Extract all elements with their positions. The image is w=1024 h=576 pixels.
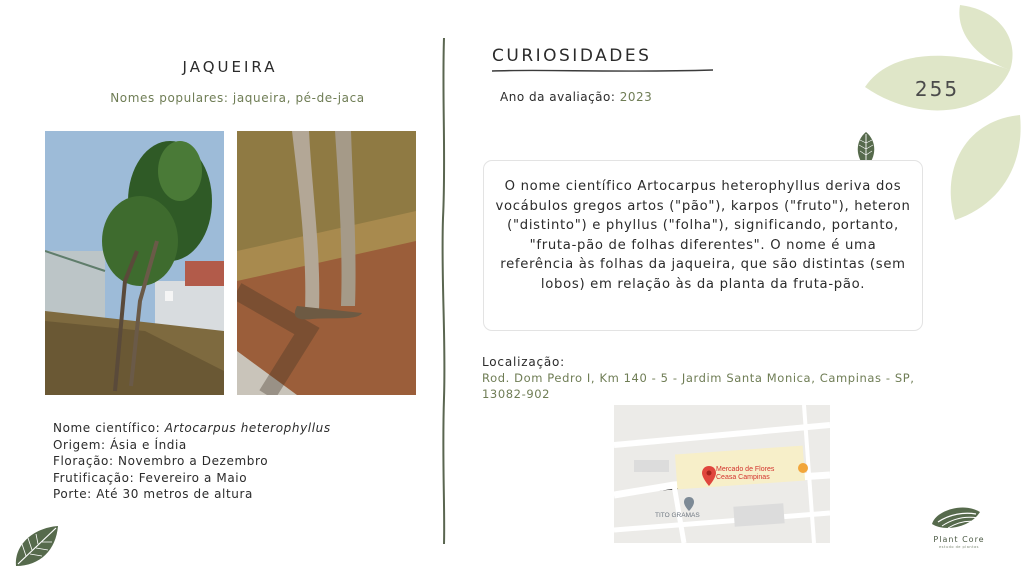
fact-flowering	[53, 453, 331, 470]
location-label: Localização:	[482, 355, 566, 369]
fact-label: Floração:	[53, 454, 114, 468]
map-pin-icon[interactable]	[702, 466, 716, 486]
map-place-label	[716, 466, 774, 482]
evaluation-year	[500, 90, 652, 104]
fact-fruiting	[53, 470, 331, 487]
curiosity-text: O nome científico Artocarpus heterophyllus deriva dos vocábulos gregos artos ("pão"), karpos ("fruto"), heteron ("distinto") e phyllus ("folha"), significando, portanto, "fruta-pão de folhas diferentes". O nome é uma referência às folhas da jaqueira, que são distintas (sem lobos) em relação às da planta da fruta-pão.	[495, 179, 911, 292]
fact-label: Frutificação:	[53, 470, 135, 485]
popular-names	[60, 91, 415, 105]
fact-value: Novembro a Dezembro	[118, 454, 269, 468]
popular-names-label: Nomes populares:	[110, 91, 229, 105]
curiosities-title: CURIOSIDADES	[492, 46, 652, 66]
fact-scientific-name	[53, 420, 331, 437]
tree-trunk-photo	[237, 131, 416, 395]
fact-label: Porte:	[53, 487, 92, 501]
map-marker-icon	[684, 497, 694, 511]
page-number-badge: 255	[914, 77, 960, 101]
fact-origin	[53, 437, 331, 454]
popular-names-value: jaqueira, pé-de-jaca	[232, 91, 365, 105]
brand-name: Plant Core	[933, 535, 985, 544]
title-underline	[490, 67, 715, 75]
fact-value: Fevereiro a Maio	[138, 470, 248, 485]
map-place-line: Mercado de Flores	[716, 466, 775, 473]
map-secondary-label: TITO GRAMAS	[655, 512, 700, 519]
logo-icon	[924, 500, 994, 560]
fact-label: Origem:	[53, 437, 106, 452]
brand-tagline: estudo de plantas	[939, 545, 979, 549]
evaluation-year-label: Ano da avaliação:	[500, 90, 616, 104]
fact-size	[53, 486, 331, 503]
section-divider	[438, 38, 450, 544]
leaf-icon	[12, 522, 60, 570]
tree-photo-1	[45, 131, 224, 395]
map-place-line: Ceasa Campinas	[716, 474, 770, 481]
fact-label: Nome científico:	[53, 421, 161, 435]
plant-facts	[53, 420, 331, 503]
plant-title: JAQUEIRA	[182, 58, 278, 76]
location-address: Rod. Dom Pedro I, Km 140 - 5 - Jardim Santa Monica, Campinas - SP, 13082-902	[482, 371, 915, 401]
evaluation-year-value: 2023	[619, 90, 653, 104]
fact-value: Artocarpus heterophyllus	[164, 421, 331, 435]
fact-value: Até 30 metros de altura	[96, 487, 253, 501]
fact-value: Ásia e Índia	[110, 437, 187, 452]
